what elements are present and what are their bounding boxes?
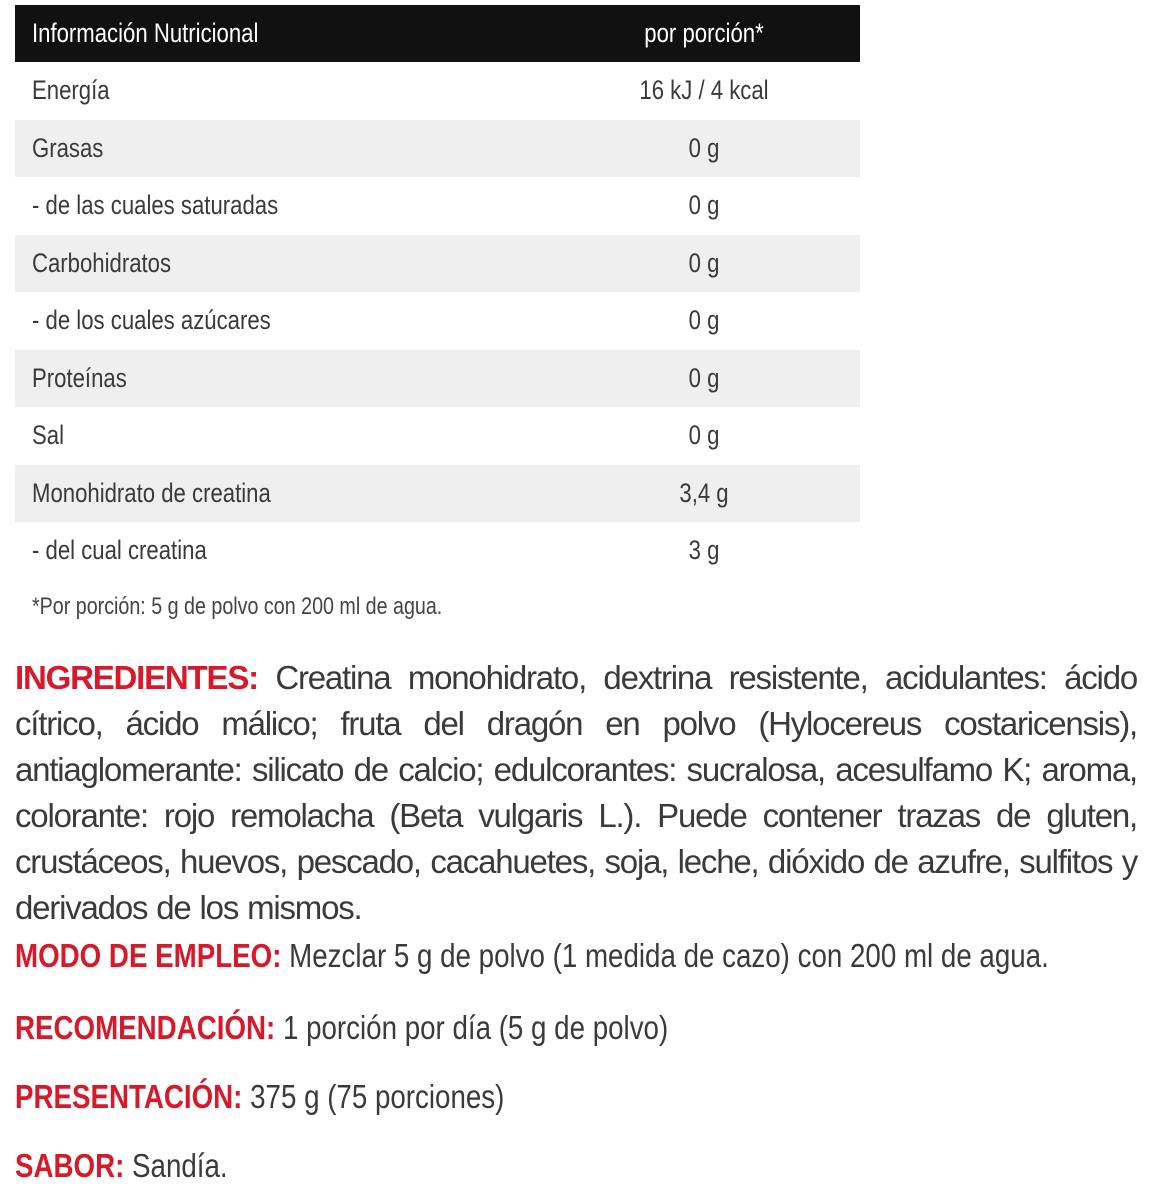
row-name: Energía [32,75,110,106]
row-name: Monohidrato de creatina [32,477,271,508]
presentation-text: 375 g (75 porciones) [250,1078,505,1115]
row-value: 0 g [688,190,720,221]
table-row [15,407,860,465]
flavor-line [15,1147,228,1185]
table-row [15,350,860,408]
row-value: 3 g [688,535,720,566]
usage-line [15,937,1049,975]
ingredients-paragraph [15,655,1137,931]
table-row [15,62,860,120]
row-value: 0 g [688,362,720,393]
row-value: 3,4 g [679,477,729,508]
table-row [15,522,860,580]
usage-text: Mezclar 5 g de polvo (1 medida de cazo) con 200 ml de agua. [289,937,1049,974]
row-value: 0 g [688,420,720,451]
row-name: Sal [32,420,65,451]
table-row [15,177,860,235]
recommendation-line [15,1009,668,1047]
table-row [15,235,860,293]
row-value: 16 kJ / 4 kcal [639,75,769,106]
presentation-line [15,1078,504,1116]
table-row [15,465,860,523]
row-name: Carbohidratos [32,247,172,278]
row-name: - del cual creatina [32,535,207,566]
ingredients-text: Creatina monohidrato, dextrina resistente, acidulantes: ácido cítrico, ácido málico; fruta del dragón en polvo (Hylocereus costaricensis), antiaglomerante: silicato de calcio; edulcorantes: sucralosa, acesulfamo K; aroma, colorante: rojo remolacha (Beta vulgaris L.). Puede contener trazas de gluten, crustáceos, huevos, pescado, cacahuetes, soja, leche, dióxido de azufre, sulfitos y derivados de los mismos. [15,659,1137,926]
table-row [15,120,860,178]
header-name: Información Nutricional [32,18,259,48]
presentation-label: PRESENTACIÓN: [15,1078,243,1115]
header-value: por porción* [644,18,764,48]
row-value: 0 g [688,132,720,163]
row-value: 0 g [688,247,720,278]
flavor-label: SABOR: [15,1147,125,1184]
row-name: Proteínas [32,362,127,393]
table-row [15,292,860,350]
row-name: - de los cuales azúcares [32,305,271,336]
recommendation-text: 1 porción por día (5 g de polvo) [282,1009,669,1046]
flavor-text: Sandía. [132,1147,228,1184]
recommendation-label: RECOMENDACIÓN: [15,1009,276,1046]
serving-footnote: *Por porción: 5 g de polvo con 200 ml de agua. [32,593,443,620]
row-name: - de las cuales saturadas [32,190,279,221]
nutrition-table [15,5,860,580]
ingredients-label: INGREDIENTES: [15,659,258,696]
row-name: Grasas [32,132,104,163]
nutrition-table-header [15,5,860,62]
usage-label: MODO DE EMPLEO: [15,937,282,974]
row-value: 0 g [688,305,720,336]
